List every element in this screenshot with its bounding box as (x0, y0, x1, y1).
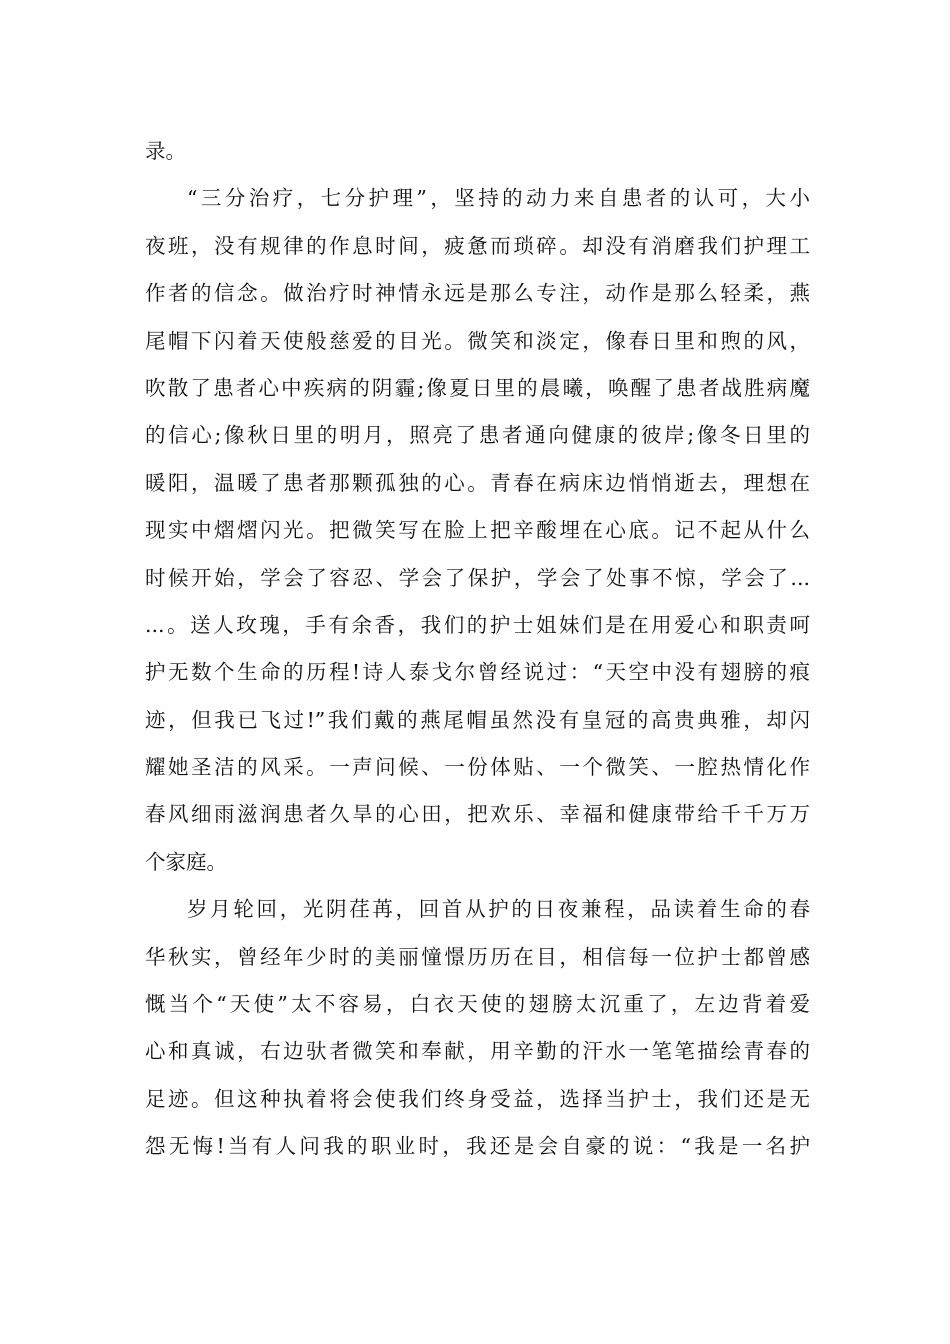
body-text (145, 128, 810, 1171)
text-line: 怨无悔!当有人问我的职业时，我还是会自豪的说：“我是一名护 (145, 1134, 810, 1159)
text-line: 春风细雨滋润患者久旱的心田，把欢乐、幸福和健康带给千千万万 (145, 802, 810, 827)
text-line: 个家庭。 (145, 849, 227, 874)
text-line: 时候开始，学会了容忍、学会了保护，学会了处事不惊，学会了... (145, 565, 810, 590)
text-line: 录。 (145, 139, 186, 163)
text-line: 暖阳，温暖了患者那颗孤独的心。青春在病床边悄悄逝去，理想在 (145, 470, 810, 495)
text-line: 迹，但我已飞过!”我们戴的燕尾帽虽然没有皇冠的高贵典雅，却闪 (145, 707, 810, 732)
text-line: 护无数个生命的历程!诗人泰戈尔曾经说过：“天空中没有翅膀的痕 (145, 660, 810, 685)
text-line: 夜班，没有规律的作息时间，疲惫而琐碎。却没有消磨我们护理工 (145, 233, 810, 258)
text-line: 岁月轮回，光阴荏苒，回首从护的日夜兼程，品读着生命的春 (187, 897, 810, 922)
text-line: 足迹。但这种执着将会使我们终身受益，选择当护士，我们还是无 (145, 1086, 810, 1111)
text-line: 慨当个“天使”太不容易，白衣天使的翅膀太沉重了，左边背着爱 (145, 992, 810, 1017)
text-line: 耀她圣洁的风采。一声问候、一份体贴、一个微笑、一腔热情化作 (145, 755, 810, 780)
text-line: 心和真诚，右边驮者微笑和奉献，用辛勤的汗水一笔笔描绘青春的 (145, 1039, 810, 1064)
text-line: ...。送人玫瑰，手有余香，我们的护士姐妹们是在用爱心和职责呵 (145, 612, 810, 637)
text-line: 华秋实，曾经年少时的美丽憧憬历历在目，相信每一位护士都曾感 (145, 944, 810, 969)
text-line: “三分治疗，七分护理”，坚持的动力来自患者的认可，大小 (187, 186, 810, 211)
text-line: 的信心;像秋日里的明月，照亮了患者通向健康的彼岸;像冬日里的 (145, 423, 810, 448)
text-line: 尾帽下闪着天使般慈爱的目光。微笑和淡定，像春日里和煦的风， (145, 328, 810, 353)
text-line: 现实中熠熠闪光。把微笑写在脸上把辛酸埋在心底。记不起从什么 (145, 518, 810, 543)
text-line: 吹散了患者心中疾病的阴霾;像夏日里的晨曦，唤醒了患者战胜病魔 (145, 375, 810, 400)
text-line: 作者的信念。做治疗时神情永远是那么专注，动作是那么轻柔，燕 (145, 281, 810, 306)
